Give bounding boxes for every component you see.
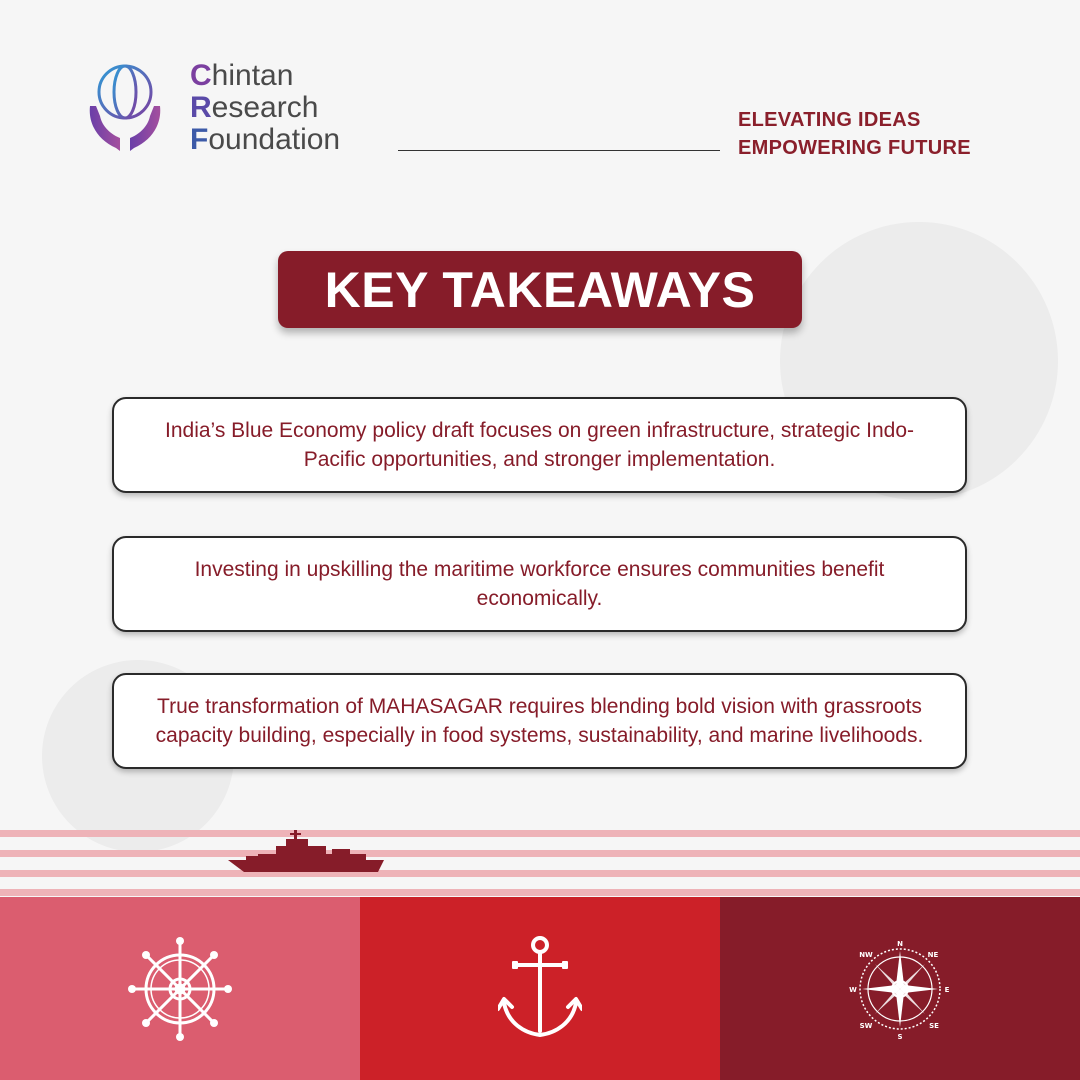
compass-label-ne: NE [927, 950, 939, 959]
takeaway-text-2: Investing in upskilling the maritime workforce ensures communities benefit economically. [194, 558, 885, 610]
tagline [738, 106, 971, 162]
stripe-4 [0, 889, 1080, 896]
ship-wheel-panel [0, 897, 360, 1080]
logo-line-foundation: Foundation [190, 123, 341, 156]
takeaway-card-1 [112, 397, 967, 493]
page-title: KEY TAKEAWAYS [324, 261, 756, 318]
anchor-icon [498, 935, 582, 1043]
anchor-panel [360, 897, 720, 1080]
compass-panel [720, 897, 1080, 1080]
compass-label-nw: NW [859, 950, 873, 959]
compass-label-e: E [944, 985, 950, 994]
stripe-1 [0, 830, 1080, 837]
compass-label-sw: SW [859, 1021, 873, 1030]
compass-label-n: N [897, 939, 903, 948]
logo-wordmark [190, 60, 340, 156]
takeaway-card-3 [112, 673, 967, 769]
stripe-3 [0, 870, 1080, 877]
takeaway-text-3: True transformation of MAHASAGAR requires blending bold vision with grassroots capacity building, especially in food systems, sustainability, and marine livelihoods. [155, 695, 924, 747]
compass-label-s: S [897, 1032, 903, 1041]
compass-label-w: W [849, 985, 857, 994]
ship-wheel-icon [128, 937, 232, 1041]
heading-banner [278, 251, 802, 328]
tagline-line-2: EMPOWERING FUTURE [738, 137, 971, 159]
header-divider [398, 150, 720, 151]
stripe-2 [0, 850, 1080, 857]
ship-icon [226, 828, 386, 874]
compass-label-se: SE [929, 1021, 939, 1030]
takeaway-text-1: India’s Blue Economy policy draft focuses on green infrastructure, strategic Indo-Pacific opportunities, and stronger implementation. [165, 419, 914, 471]
tagline-line-1: ELEVATING IDEAS [738, 109, 921, 131]
logo-line-chintan: Chintan [190, 59, 294, 92]
logo-line-research: Research [190, 91, 319, 124]
takeaway-card-2 [112, 536, 967, 632]
globe-in-hands-icon [86, 62, 164, 154]
compass-rose-icon [848, 937, 952, 1041]
